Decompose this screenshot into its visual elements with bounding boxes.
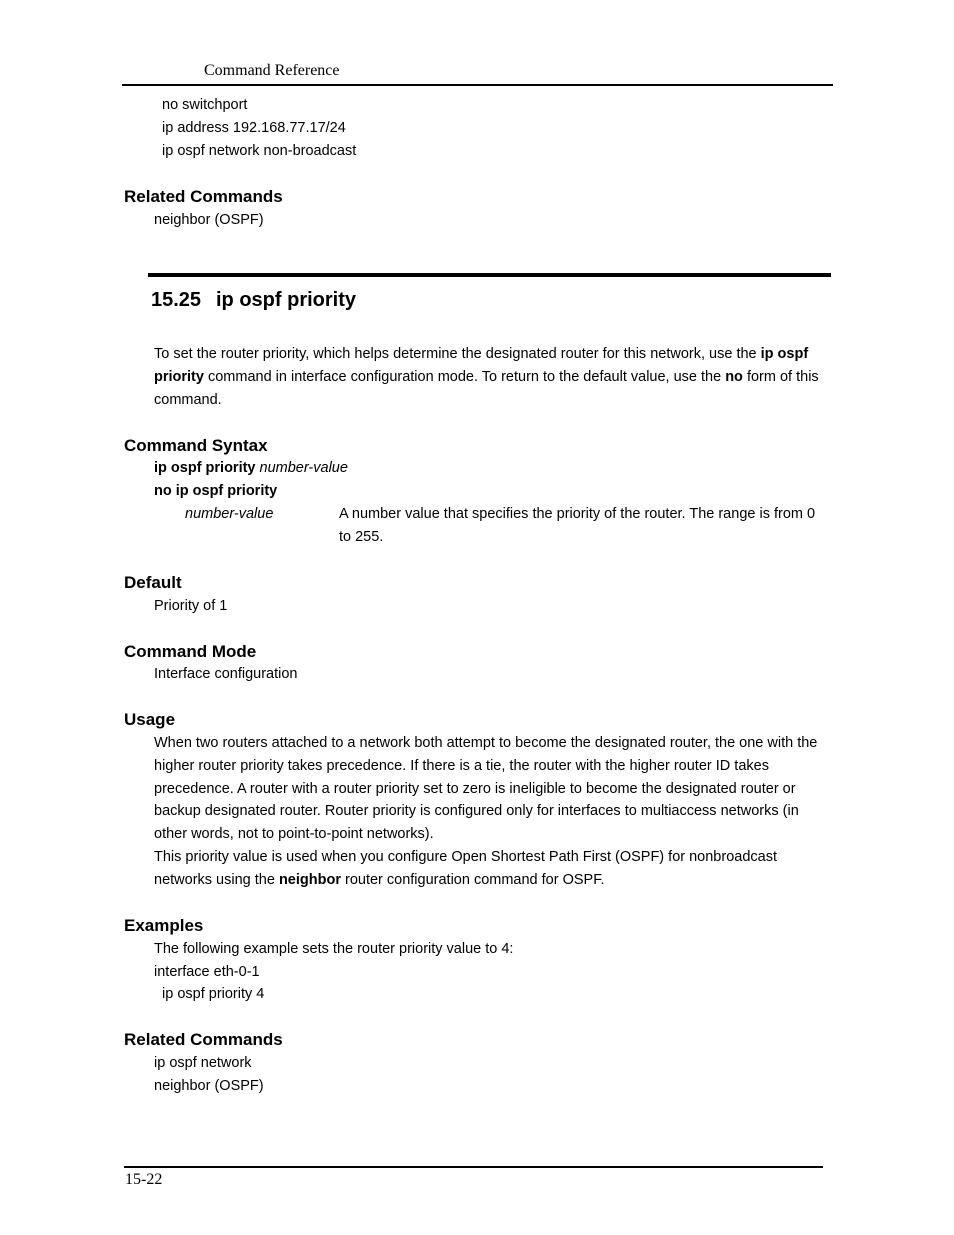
usage-line: other words, not to point-to-point networks). bbox=[154, 826, 434, 842]
command-mode-text: Interface configuration bbox=[154, 666, 298, 682]
syntax-line bbox=[154, 457, 348, 480]
code-line: ip address 192.168.77.17/24 bbox=[162, 120, 346, 136]
intro-no-bold: no bbox=[725, 369, 743, 385]
related-commands-heading: Related Commands bbox=[124, 187, 283, 206]
usage-line: higher router priority takes precedence. If there is a tie, the router with the higher router ID takes bbox=[154, 758, 769, 774]
page-number: 15-22 bbox=[125, 1171, 163, 1188]
section-number: 15.25 bbox=[151, 289, 202, 311]
intro-line-2 bbox=[154, 366, 819, 389]
related-commands-heading: Related Commands bbox=[124, 1030, 283, 1049]
examples-heading: Examples bbox=[124, 916, 204, 935]
section-rule bbox=[148, 273, 831, 277]
usage-line: When two routers attached to a network both attempt to become the designated router, the one with the bbox=[154, 735, 818, 751]
command-syntax-heading: Command Syntax bbox=[124, 436, 268, 455]
examples-intro: The following example sets the router priority value to 4: bbox=[154, 941, 514, 957]
related-command-item: ip ospf network bbox=[154, 1055, 252, 1071]
code-line: ip ospf priority 4 bbox=[162, 986, 265, 1002]
related-command-item: neighbor (OSPF) bbox=[154, 212, 264, 228]
param-description-line: to 255. bbox=[339, 529, 384, 545]
header-rule bbox=[122, 84, 833, 86]
section-title-text: ip ospf priority bbox=[216, 289, 356, 311]
code-line: ip ospf network non-broadcast bbox=[162, 143, 357, 159]
param-name: number-value bbox=[185, 506, 274, 522]
running-header: Command Reference bbox=[204, 62, 340, 79]
usage-line: precedence. A router with a router priority set to zero is ineligible to become the designated router or bbox=[154, 781, 796, 797]
usage-command-bold: neighbor bbox=[278, 872, 341, 888]
intro-command-bold: ip ospf bbox=[760, 346, 809, 362]
syntax-argument: number-value bbox=[259, 460, 348, 476]
intro-line-3: command. bbox=[154, 392, 222, 408]
default-text: Priority of 1 bbox=[154, 598, 228, 614]
command-mode-heading: Command Mode bbox=[124, 642, 257, 661]
intro-text: command in interface configuration mode. To return to the default value, use the bbox=[203, 369, 726, 385]
usage-line: networks using the neighbor router configuration command for OSPF. bbox=[154, 872, 605, 888]
default-heading: Default bbox=[124, 573, 182, 592]
usage-heading: Usage bbox=[124, 710, 176, 729]
usage-line: This priority value is used when you configure Open Shortest Path First (OSPF) for nonbroadcast bbox=[154, 849, 777, 865]
intro-command-bold: priority bbox=[154, 369, 204, 385]
intro-text: form of this bbox=[742, 369, 819, 385]
intro-text: To set the router priority, which helps determine the designated router for this network, use the bbox=[154, 346, 761, 362]
syntax-command: no ip ospf priority bbox=[154, 483, 278, 499]
syntax-command: ip ospf priority bbox=[154, 460, 256, 476]
related-command-item: neighbor (OSPF) bbox=[154, 1078, 264, 1094]
usage-line: backup designated router. Router priority is configured only for interfaces to multiaccess networks (in bbox=[154, 803, 799, 819]
footer-rule bbox=[124, 1166, 823, 1168]
syntax-line bbox=[154, 480, 277, 503]
param-description-line: A number value that specifies the priority of the router. The range is from 0 bbox=[339, 506, 816, 522]
code-line: no switchport bbox=[162, 97, 248, 113]
code-line: interface eth-0-1 bbox=[154, 964, 260, 980]
section-title bbox=[151, 289, 356, 312]
intro-line-1 bbox=[154, 343, 808, 366]
